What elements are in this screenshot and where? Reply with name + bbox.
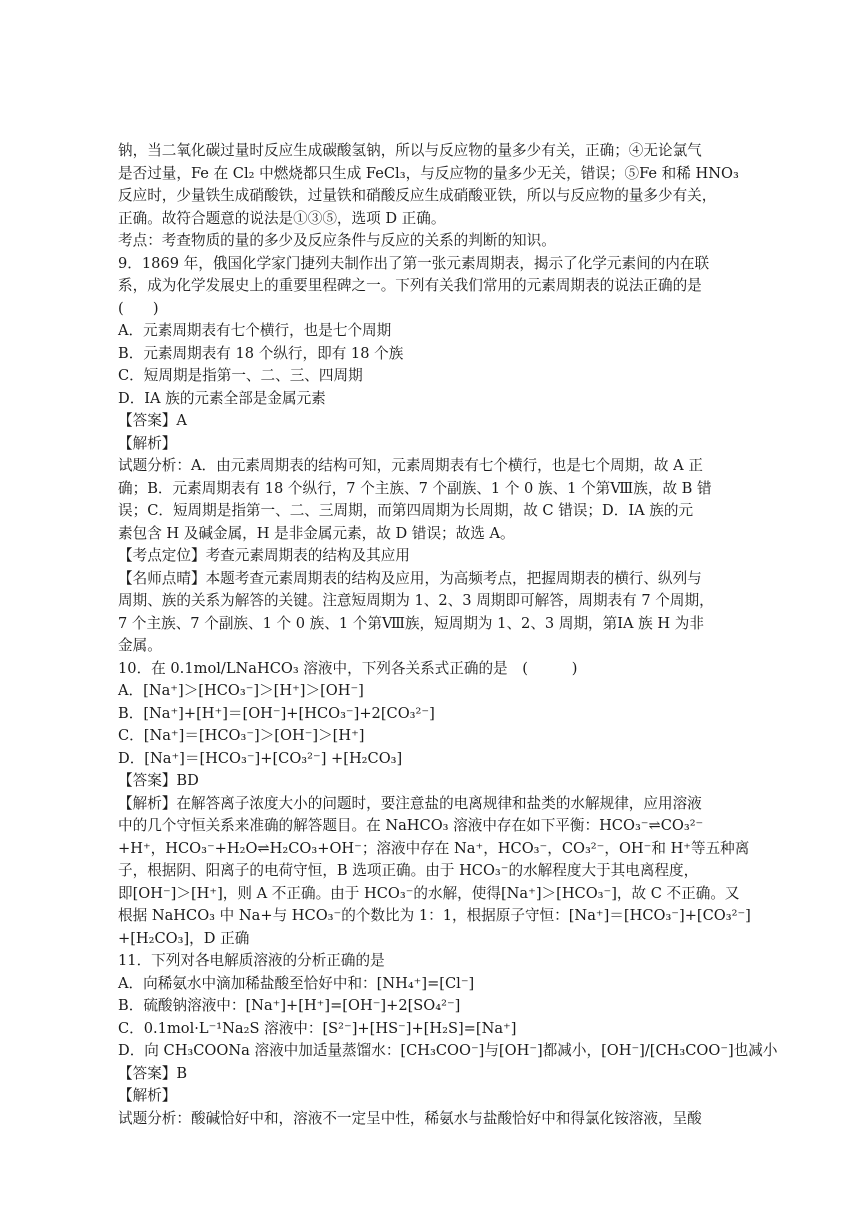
text-line: 确；B．元素周期表有 18 个纵行，7 个主族、7 个副族、1 个 0 族、1 个第Ⅷ族，故 B 错 [118,479,712,497]
text-line: 反应时，少量铁生成硝酸铁，过量铁和硝酸反应生成硝酸亚铁，所以与反应物的量多少有关， [118,187,717,204]
text-line: C．短周期是指第一、二、三、四周期 [118,367,363,384]
text-line: B．硫酸钠溶液中：[Na⁺]+[H⁺]=[OH⁻]+2[SO₄²⁻] [118,997,461,1014]
document-body [118,140,778,1130]
text-line: 【答案】A [118,412,187,429]
text-line: 【解析】 [118,1087,177,1104]
text-line: 即[OH⁻]＞[H⁺]，则 A 不正确。由于 HCO₃⁻的水解，使得[Na⁺]＞[HCO₃⁻]，故 C 不正确。又 [118,884,740,902]
text-line: 7 个主族、7 个副族、1 个 0 族、1 个第Ⅷ族，短周期为 1、2、3 周期，第ⅠA 族 H 为非 [118,614,704,632]
text-line: B．元素周期表有 18 个纵行，即有 18 个族 [118,344,404,362]
text-line: 金属。 [118,637,162,654]
text-line: C．[Na⁺]＝[HCO₃⁻]＞[OH⁻]＞[H⁺] [118,727,365,744]
text-line: 11．下列对各电解质溶液的分析正确的是 [118,952,385,969]
text-line: C．0.1mol·L⁻¹Na₂S 溶液中：[S²⁻]+[HS⁻]+[H₂S]=[Na⁺] [118,1019,517,1037]
text-line: B．[Na⁺]+[H⁺]＝[OH⁻]+[HCO₃⁻]+2[CO₃²⁻] [118,704,435,722]
text-line: 【答案】BD [118,772,199,789]
text-line: 【答案】B [118,1064,188,1082]
text-line: 试题分析：A．由元素周期表的结构可知，元素周期表有七个横行，也是七个周期，故 A 正 [118,457,703,474]
text-line: +[H₂CO₃]，D 正确 [118,929,250,947]
text-line: 试题分析：酸碱恰好中和，溶液不一定呈中性，稀氨水与盐酸恰好中和得氯化铵溶液，呈酸 [118,1109,702,1127]
text-line: D．[Na⁺]＝[HCO₃⁻]+[CO₃²⁻] +[H₂CO₃] [118,749,403,767]
text-line: 系，成为化学发展史上的重要里程碑之一。下列有关我们常用的元素周期表的说法正确的是 [118,277,702,294]
text-line: 正确。故符合题意的说法是①③⑤，选项 D 正确。 [118,209,446,227]
text-line: 根据 NaHCO₃ 中 Na+与 HCO₃⁻的个数比为 1：1，根据原子守恒：[Na⁺]＝[HCO₃⁻]+[CO₃²⁻] [118,907,751,924]
text-line: 【名师点晴】本题考查元素周期表的结构及应用，为高频考点，把握周期表的横行、纵列与 [118,569,702,587]
text-line: 子，根据阴、阳离子的电荷守恒，B 选项正确。由于 HCO₃⁻的水解程度大于其电离程度， [118,862,699,879]
text-line: 周期、族的关系为解答的关键。注意短周期为 1、2、3 周期即可解答，周期表有 7 个周期， [118,592,714,609]
text-line: D．ⅠA 族的元素全部是金属元素 [118,389,326,407]
text-line: 10．在 0.1mol/LNaHCO₃ 溶液中，下列各关系式正确的是 ( ) [118,659,578,677]
text-line: 是否过量，Fe 在 Cl₂ 中燃烧都只生成 FeCl₃，与反应物的量多少无关，错误；⑤Fe 和稀 HNO₃ [118,164,739,182]
text-line: A．向稀氨水中滴加稀盐酸至恰好中和：[NH₄⁺]=[Cl⁻] [118,974,475,992]
text-line: ( ) [118,299,159,317]
text-line: 中的几个守恒关系来准确的解答题目。在 NaHCO₃ 溶液中存在如下平衡：HCO₃⁻⇌CO₃²⁻ [118,817,704,834]
text-line: +H⁺，HCO₃⁻+H₂O⇌H₂CO₃+OH⁻；溶液中存在 Na⁺，HCO₃⁻，CO₃²⁻，OH⁻和 H⁺等五种离 [118,839,750,857]
text-line: 【解析】在解答离子浓度大小的问题时，要注意盐的电离规律和盐类的水解规律，应用溶液 [118,794,702,812]
text-line: 【解析】 [118,434,177,452]
text-line: D．向 CH₃COONa 溶液中加适量蒸馏水：[CH₃COO⁻]与[OH⁻]都减小，[OH⁻]/[CH₃COO⁻]也减小 [118,1042,778,1059]
text-line: 钠，当二氧化碳过量时反应生成碳酸氢钠，所以与反应物的量多少有关，正确；④无论氯气 [118,142,702,159]
text-line: A．[Na⁺]＞[HCO₃⁻]＞[H⁺]＞[OH⁻] [118,682,364,699]
text-line: 考点：考查物质的量的多少及反应条件与反应的关系的判断的知识。 [118,232,556,249]
text-line: 9．1869 年，俄国化学家门捷列夫制作出了第一张元素周期表，揭示了化学元素间的内在联 [118,254,710,272]
text-line: 素包含 H 及碱金属，H 是非金属元素，故 D 错误；故选 A。 [118,524,515,542]
text-line: 误；C．短周期是指第一、二、三周期，而第四周期为长周期，故 C 错误；D．ⅠA 族的元 [118,502,694,519]
text-line: 【考点定位】考查元素周期表的结构及其应用 [118,547,410,564]
text-line: A．元素周期表有七个横行，也是七个周期 [118,322,392,339]
